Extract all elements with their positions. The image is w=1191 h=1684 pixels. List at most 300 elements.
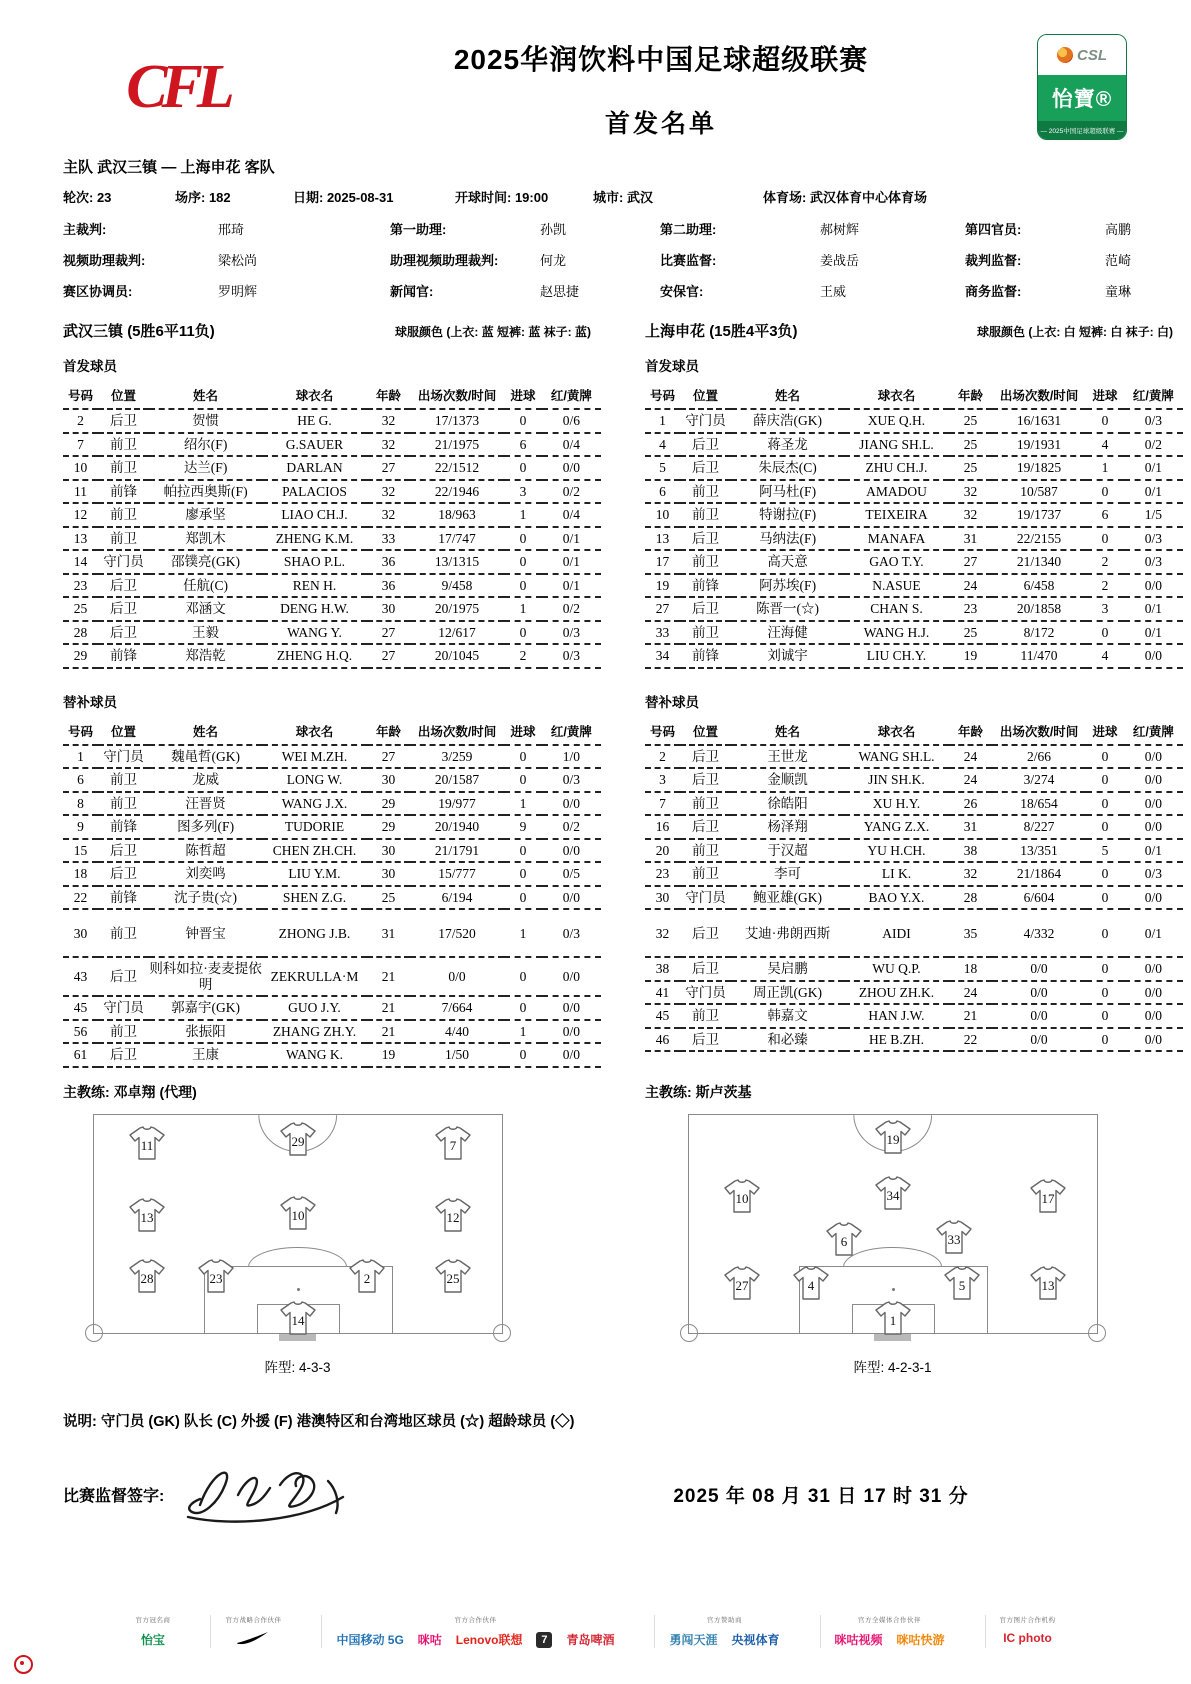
player-row	[63, 409, 601, 433]
match-info-item: 轮次: 23	[63, 190, 112, 205]
sponsor-group-label: 官方赞助商	[707, 1617, 742, 1624]
player-row	[63, 745, 601, 769]
official-role-label: 视频助理裁判:	[63, 253, 146, 268]
cell-jersey-name: XUE Q.H.	[844, 409, 949, 433]
svg-text:4: 4	[807, 1277, 815, 1293]
official-role-label: 主裁判:	[63, 222, 107, 237]
goal-icon	[874, 1334, 911, 1341]
cell-cards: 0/3	[1124, 527, 1183, 551]
cell-age: 27	[367, 644, 410, 668]
cell-apps: 21/1340	[992, 550, 1086, 574]
cell-jersey-name: ZHOU ZH.K.	[844, 981, 949, 1005]
cell-apps: 13/351	[992, 839, 1086, 863]
cell-position: 前锋	[98, 815, 149, 839]
cell-apps: 16/1631	[992, 409, 1086, 433]
player-row	[645, 456, 1183, 480]
cell-jersey-name: DARLAN	[262, 456, 367, 480]
cell-name: 阿马杜(F)	[731, 480, 844, 504]
cell-cards: 1/0	[542, 745, 601, 769]
cell-name: 杨泽翔	[731, 815, 844, 839]
away-formation-pitch	[688, 1114, 1098, 1334]
sponsor-logos	[835, 1631, 945, 1648]
cell-name: 陈晋一(☆)	[731, 597, 844, 621]
cell-name: 吴启鹏	[731, 957, 844, 981]
formation-diagrams-row	[0, 1102, 1191, 1334]
cell-cards: 0/0	[1124, 1004, 1183, 1028]
cell-name: 沈子贵(☆)	[149, 886, 262, 910]
player-row	[63, 550, 601, 574]
cell-goals: 0	[504, 768, 542, 792]
cell-number: 56	[63, 1020, 98, 1044]
cell-apps: 0/0	[992, 957, 1086, 981]
cell-cards: 0/2	[1124, 433, 1183, 457]
cell-apps: 20/1858	[992, 597, 1086, 621]
cell-number: 45	[645, 1004, 680, 1028]
svg-text:19: 19	[886, 1131, 899, 1147]
cell-number: 11	[63, 480, 98, 504]
cell-goals: 0	[1086, 862, 1124, 886]
player-row	[645, 433, 1183, 457]
cell-jersey-name: JIANG SH.L.	[844, 433, 949, 457]
home-team-name: 武汉三镇 (5胜6平11负)	[63, 323, 215, 340]
official-name: 孙凯	[540, 222, 567, 237]
player-row	[63, 456, 601, 480]
cell-number: 15	[63, 839, 98, 863]
cell-jersey-name: TEIXEIRA	[844, 503, 949, 527]
player-jersey-11	[128, 1126, 166, 1160]
player-row	[645, 815, 1183, 839]
column-header: 出场次数/时间	[992, 383, 1086, 409]
cell-age: 27	[367, 745, 410, 769]
cell-position: 后卫	[680, 909, 731, 957]
cell-jersey-name: HE B.ZH.	[844, 1028, 949, 1052]
cell-apps: 21/1864	[992, 862, 1086, 886]
cell-jersey-name: HE G.	[262, 409, 367, 433]
cell-goals: 4	[1086, 433, 1124, 457]
cell-cards: 0/1	[1124, 909, 1183, 957]
cell-age: 29	[367, 815, 410, 839]
away-roster-column	[645, 341, 1183, 1068]
cell-cards: 0/3	[1124, 550, 1183, 574]
cell-age: 31	[949, 815, 992, 839]
cell-age: 32	[367, 480, 410, 504]
column-header: 红/黄牌	[1124, 719, 1183, 745]
cell-position: 前卫	[680, 839, 731, 863]
cell-cards: 0/0	[542, 792, 601, 816]
cell-age: 21	[367, 1020, 410, 1044]
cell-name: 廖承坚	[149, 503, 262, 527]
cell-jersey-name: N.ASUE	[844, 574, 949, 598]
column-header: 姓名	[149, 383, 262, 409]
cell-goals: 5	[1086, 839, 1124, 863]
cell-number: 22	[63, 886, 98, 910]
column-header: 出场次数/时间	[410, 383, 504, 409]
cell-age: 29	[367, 792, 410, 816]
cell-apps: 0/0	[410, 957, 504, 996]
cell-position: 守门员	[680, 981, 731, 1005]
cell-cards: 0/1	[542, 527, 601, 551]
cell-age: 30	[367, 768, 410, 792]
official-name: 郝树辉	[820, 222, 860, 237]
player-row	[645, 550, 1183, 574]
sponsor-group-label: 官方图片合作机构	[999, 1617, 1056, 1624]
official-role-label: 赛区协调员:	[63, 284, 133, 299]
sponsor-logo: IC photo	[1003, 1631, 1052, 1645]
match-info-item: 场序: 182	[175, 190, 231, 205]
cell-position: 后卫	[680, 1028, 731, 1052]
player-row	[63, 862, 601, 886]
cell-age: 26	[949, 792, 992, 816]
column-header: 球衣名	[262, 383, 367, 409]
official-name: 范崎	[1105, 253, 1132, 268]
cell-jersey-name: WANG Y.	[262, 621, 367, 645]
cell-jersey-name: ZHANG ZH.Y.	[262, 1020, 367, 1044]
official-role-label: 安保官:	[660, 284, 704, 299]
column-header: 位置	[680, 719, 731, 745]
cell-age: 25	[949, 456, 992, 480]
cell-name: 朱辰杰(C)	[731, 456, 844, 480]
cell-goals: 0	[504, 574, 542, 598]
cell-number: 45	[63, 996, 98, 1020]
cell-cards: 0/0	[1124, 768, 1183, 792]
svg-text:33: 33	[947, 1231, 961, 1247]
column-header: 号码	[63, 383, 98, 409]
cell-jersey-name: GUO J.Y.	[262, 996, 367, 1020]
column-header: 出场次数/时间	[410, 719, 504, 745]
player-row	[63, 768, 601, 792]
cell-name: 刘诚宇	[731, 644, 844, 668]
team-header-home	[63, 320, 601, 341]
cell-number: 2	[63, 409, 98, 433]
cell-number: 16	[645, 815, 680, 839]
cell-cards: 0/0	[1124, 886, 1183, 910]
player-jersey-28	[128, 1259, 166, 1293]
cell-goals: 2	[504, 644, 542, 668]
cell-position: 前锋	[98, 886, 149, 910]
cell-jersey-name: CHEN ZH.CH.	[262, 839, 367, 863]
home-roster-column	[63, 341, 601, 1068]
column-header: 红/黄牌	[542, 719, 601, 745]
cell-position: 前卫	[680, 1004, 731, 1028]
player-row	[645, 792, 1183, 816]
svg-text:29: 29	[291, 1133, 304, 1149]
signature-row	[0, 1431, 1191, 1530]
cell-jersey-name: LI K.	[844, 862, 949, 886]
cell-number: 12	[63, 503, 98, 527]
cell-name: 薛庆浩(GK)	[731, 409, 844, 433]
cell-jersey-name: ZEKRULLA·M	[262, 957, 367, 996]
cell-age: 32	[949, 503, 992, 527]
csl-league-label: CSL	[1077, 46, 1107, 64]
sponsor-group-label: 官方合作伙伴	[454, 1617, 497, 1624]
svg-text:7: 7	[449, 1138, 456, 1154]
cell-position: 守门员	[98, 550, 149, 574]
svg-text:34: 34	[886, 1188, 899, 1204]
cell-apps: 21/1975	[410, 433, 504, 457]
cell-jersey-name: ZHENG K.M.	[262, 527, 367, 551]
cell-cards: 0/6	[542, 409, 601, 433]
svg-text:27: 27	[735, 1277, 749, 1293]
player-jersey-13	[128, 1198, 166, 1232]
cell-cards: 0/0	[542, 1020, 601, 1044]
cell-position: 后卫	[680, 527, 731, 551]
cell-goals: 0	[504, 996, 542, 1020]
player-row	[63, 574, 601, 598]
official-role-label: 第二助理:	[660, 222, 717, 237]
sponsor-logos	[141, 1631, 165, 1648]
cell-number: 6	[645, 480, 680, 504]
cell-jersey-name: ZHONG J.B.	[262, 909, 367, 957]
player-jersey-5	[943, 1266, 981, 1300]
player-row	[63, 957, 601, 996]
cell-jersey-name: MANAFA	[844, 527, 949, 551]
cell-cards: 0/1	[1124, 839, 1183, 863]
csl-badge-top	[1038, 35, 1126, 75]
cell-cards: 0/0	[1124, 792, 1183, 816]
csl-badge-year	[1038, 121, 1126, 139]
cell-name: 邵镤亮(GK)	[149, 550, 262, 574]
cell-name: 任航(C)	[149, 574, 262, 598]
cell-position: 前卫	[680, 550, 731, 574]
cell-cards: 0/3	[542, 768, 601, 792]
officials-grid	[0, 212, 1191, 300]
cell-apps: 15/777	[410, 862, 504, 886]
svg-text:11: 11	[140, 1138, 153, 1154]
cell-position: 后卫	[98, 862, 149, 886]
player-row	[63, 480, 601, 504]
column-header: 进球	[1086, 383, 1124, 409]
sponsor-logo: 咪咕	[417, 1633, 442, 1647]
cell-name: 汪晋贤	[149, 792, 262, 816]
cell-position: 前锋	[680, 644, 731, 668]
signed-datetime: 2025 年 08 月 31 日 17 时 31 分	[673, 1485, 969, 1507]
cell-position: 前卫	[98, 503, 149, 527]
home-subs-label: 替补球员	[63, 694, 117, 710]
sponsor-logo: Lenovo联想	[455, 1633, 523, 1647]
cell-age: 32	[949, 862, 992, 886]
cell-cards: 0/2	[542, 480, 601, 504]
cell-goals: 0	[1086, 815, 1124, 839]
cell-apps: 4/332	[992, 909, 1086, 957]
sponsor-group	[321, 1615, 628, 1648]
cell-name: 张振阳	[149, 1020, 262, 1044]
football-icon	[14, 1655, 33, 1674]
cell-age: 30	[367, 597, 410, 621]
official-role-label: 商务监督:	[965, 284, 1022, 299]
cell-apps: 1/50	[410, 1043, 504, 1067]
cell-goals: 0	[504, 886, 542, 910]
column-header: 年龄	[367, 383, 410, 409]
cell-age: 19	[949, 644, 992, 668]
sponsor-logos	[336, 1631, 614, 1648]
cell-age: 25	[367, 886, 410, 910]
cell-number: 27	[645, 597, 680, 621]
cell-number: 10	[645, 503, 680, 527]
cell-apps: 10/587	[992, 480, 1086, 504]
cell-name: 魏黾哲(GK)	[149, 745, 262, 769]
player-row	[63, 503, 601, 527]
cell-age: 23	[949, 597, 992, 621]
player-row	[63, 886, 601, 910]
cell-cards: 0/0	[1124, 957, 1183, 981]
cell-jersey-name: WEI M.ZH.	[262, 745, 367, 769]
cell-number: 9	[63, 815, 98, 839]
cell-position: 前卫	[98, 792, 149, 816]
cell-name: 阿苏埃(F)	[731, 574, 844, 598]
cell-apps: 17/747	[410, 527, 504, 551]
cell-apps: 9/458	[410, 574, 504, 598]
cell-cards: 0/0	[1124, 644, 1183, 668]
cell-apps: 19/977	[410, 792, 504, 816]
cell-cards: 0/1	[1124, 480, 1183, 504]
cell-age: 25	[949, 433, 992, 457]
cell-goals: 0	[504, 839, 542, 863]
cell-jersey-name: AMADOU	[844, 480, 949, 504]
cell-age: 24	[949, 981, 992, 1005]
cell-cards: 0/0	[542, 886, 601, 910]
cell-number: 25	[63, 597, 98, 621]
csl-ball-icon	[1057, 47, 1073, 63]
official-name: 王威	[820, 284, 847, 299]
cell-jersey-name: AIDI	[844, 909, 949, 957]
cell-number: 10	[63, 456, 98, 480]
table-header-row	[63, 383, 601, 409]
sponsor-logo: 央视体育	[731, 1633, 780, 1647]
cell-jersey-name: LIAO CH.J.	[262, 503, 367, 527]
page-title: 2025华润饮料中国足球超级联赛	[453, 44, 869, 75]
cell-jersey-name: BAO Y.X.	[844, 886, 949, 910]
cell-jersey-name: TUDORIE	[262, 815, 367, 839]
sponsor-logos	[669, 1631, 779, 1648]
cell-number: 7	[645, 792, 680, 816]
sponsor-strip	[0, 1615, 1191, 1648]
cell-number: 14	[63, 550, 98, 574]
cell-number: 1	[645, 409, 680, 433]
cell-goals: 0	[504, 550, 542, 574]
sponsor-group	[210, 1615, 295, 1648]
cell-goals: 0	[504, 621, 542, 645]
cell-position: 守门员	[680, 886, 731, 910]
cell-cards: 0/0	[1124, 745, 1183, 769]
cell-position: 前卫	[680, 862, 731, 886]
official-role-label: 助理视频助理裁判:	[390, 253, 499, 268]
cell-name: 鲍亚雄(GK)	[731, 886, 844, 910]
cell-cards: 0/0	[542, 957, 601, 996]
cell-number: 20	[645, 839, 680, 863]
cell-apps: 12/617	[410, 621, 504, 645]
sponsor-logo: 勇闯天涯	[669, 1633, 718, 1647]
page-header	[0, 0, 1191, 140]
cell-position: 前卫	[680, 621, 731, 645]
cell-apps: 22/1946	[410, 480, 504, 504]
cell-position: 后卫	[98, 574, 149, 598]
cell-age: 27	[949, 550, 992, 574]
cell-goals: 1	[1086, 456, 1124, 480]
cell-age: 32	[367, 503, 410, 527]
cell-cards: 0/0	[1124, 574, 1183, 598]
cell-cards: 0/0	[542, 839, 601, 863]
cell-number: 41	[645, 981, 680, 1005]
sponsor-logo: 中国移动 5G	[336, 1633, 404, 1647]
cell-number: 13	[645, 527, 680, 551]
official-role-label: 新闻官:	[390, 284, 434, 299]
cell-position: 守门员	[680, 409, 731, 433]
svg-text:10: 10	[735, 1190, 749, 1206]
cell-name: 徐皓阳	[731, 792, 844, 816]
cell-goals: 0	[1086, 1028, 1124, 1052]
player-row	[645, 981, 1183, 1005]
cell-position: 后卫	[98, 409, 149, 433]
cell-name: 刘奕鸣	[149, 862, 262, 886]
cell-age: 21	[367, 957, 410, 996]
cell-number: 46	[645, 1028, 680, 1052]
cell-apps: 22/2155	[992, 527, 1086, 551]
cell-position: 后卫	[98, 839, 149, 863]
cell-goals: 4	[1086, 644, 1124, 668]
cell-number: 29	[63, 644, 98, 668]
sponsor-logos	[1003, 1631, 1052, 1645]
player-row	[63, 792, 601, 816]
cell-goals: 0	[1086, 792, 1124, 816]
official-name: 梁松尚	[218, 253, 258, 268]
cell-goals: 0	[504, 957, 542, 996]
home-formation-pitch	[93, 1114, 503, 1334]
sponsor-group	[121, 1615, 184, 1648]
cell-apps: 6/194	[410, 886, 504, 910]
player-jersey-12	[434, 1198, 472, 1232]
away-subs-label: 替补球员	[645, 694, 699, 710]
goal-icon	[279, 1334, 316, 1341]
cell-apps: 17/1373	[410, 409, 504, 433]
cell-apps: 0/0	[992, 1028, 1086, 1052]
player-jersey-29	[279, 1122, 317, 1156]
player-row	[63, 909, 601, 957]
cell-cards: 1/5	[1124, 503, 1183, 527]
cell-name: 特谢拉(F)	[731, 503, 844, 527]
column-header: 进球	[1086, 719, 1124, 745]
column-header: 进球	[504, 719, 542, 745]
cell-name: 高天意	[731, 550, 844, 574]
cfl-league-logo	[70, 34, 285, 139]
official-role-label: 第一助理:	[390, 222, 447, 237]
cell-goals: 0	[504, 862, 542, 886]
cell-number: 30	[645, 886, 680, 910]
cell-age: 27	[367, 621, 410, 645]
cell-jersey-name: YANG Z.X.	[844, 815, 949, 839]
column-header: 号码	[63, 719, 98, 745]
player-jersey-2	[348, 1259, 386, 1293]
column-header: 出场次数/时间	[992, 719, 1086, 745]
cell-position: 后卫	[680, 433, 731, 457]
cell-age: 21	[949, 1004, 992, 1028]
csl-badge-brand	[1038, 75, 1126, 121]
cell-cards: 0/2	[542, 597, 601, 621]
page-subtitle: 首发名单	[604, 110, 717, 138]
player-jersey-33	[935, 1220, 973, 1254]
cell-name: 蒋圣龙	[731, 433, 844, 457]
cell-cards: 0/3	[542, 621, 601, 645]
cell-age: 24	[949, 745, 992, 769]
cell-position: 前卫	[680, 792, 731, 816]
player-row	[645, 409, 1183, 433]
penalty-arc	[248, 1247, 348, 1268]
cell-name: 于汉超	[731, 839, 844, 863]
cell-age: 30	[367, 862, 410, 886]
away-kit-info: 球服颜色 (上衣: 白 短裤: 白 袜子: 白)	[977, 325, 1173, 339]
cell-goals: 0	[1086, 745, 1124, 769]
cell-goals: 0	[504, 456, 542, 480]
cell-number: 7	[63, 433, 98, 457]
